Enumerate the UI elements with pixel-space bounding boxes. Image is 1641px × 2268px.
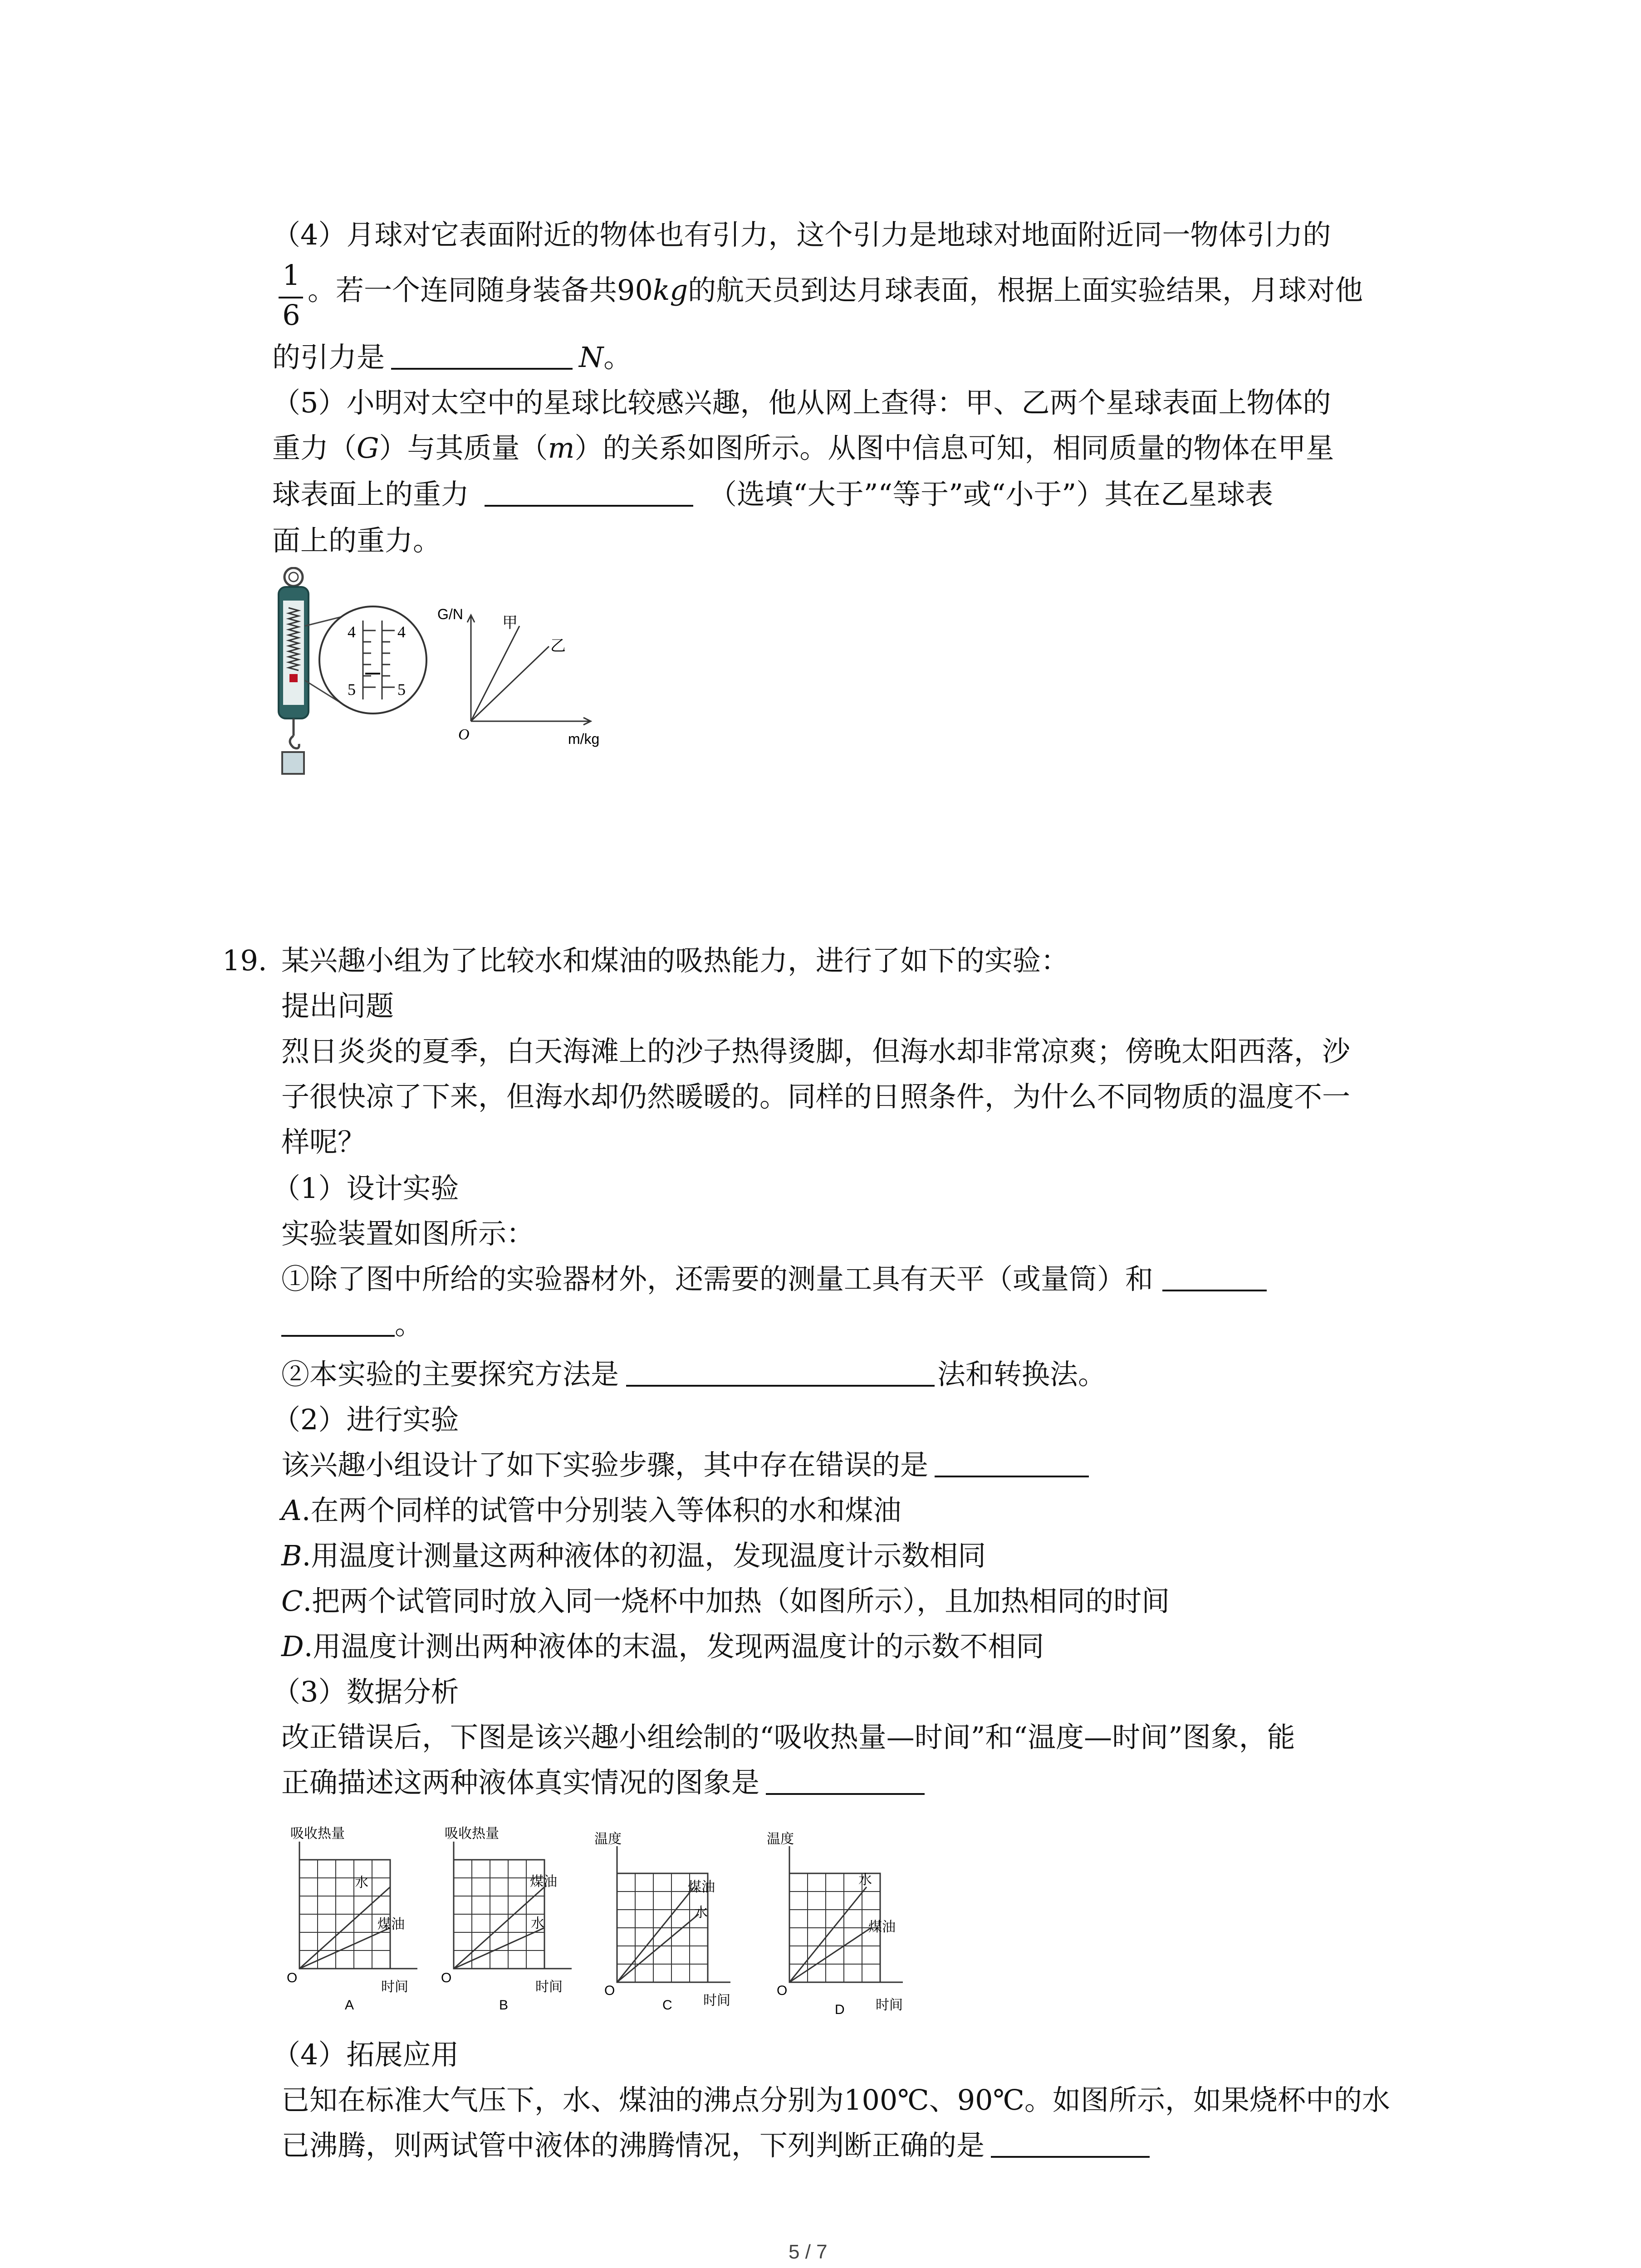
q19-s3-b-text: 正确描述这两种液体真实情况的图象是: [281, 1766, 760, 1799]
q18-p4-text-c: 的引力是: [272, 341, 385, 374]
unit-N: N: [579, 341, 604, 374]
q18-p4-line3: [272, 339, 632, 376]
q19-s4-b: [281, 2127, 1150, 2164]
option-d-letter: D: [281, 1630, 304, 1663]
graph-a-lower: 煤油: [377, 1916, 405, 1932]
label-yi: 乙: [550, 637, 566, 655]
line-yi: [471, 646, 549, 721]
graph-a[interactable]: [287, 1826, 417, 2013]
heat-time-graphs: [281, 1823, 971, 2032]
label-jia: 甲: [502, 614, 518, 632]
q19-section2: （2）进行实验: [272, 1403, 459, 1436]
origin-label: O: [458, 726, 470, 743]
q19-section3: （3）数据分析: [272, 1675, 459, 1708]
scale-mark-5-right: 5: [397, 680, 406, 699]
scale-mark-5-left: 5: [348, 680, 356, 699]
q19-heading-question: 提出问题: [281, 989, 394, 1022]
option-b-letter: B: [281, 1539, 302, 1572]
x-axis-label: m/kg: [568, 731, 600, 747]
q19-s1-a: 实验装置如图所示：: [281, 1217, 535, 1250]
q19-s1-c: [281, 1356, 1106, 1393]
option-b-text: .用温度计测量这两种液体的初温，发现温度计示数相同: [302, 1539, 986, 1572]
q19-s1-c-text: ②本实验的主要探究方法是: [281, 1358, 619, 1391]
spring-scale-figure: [263, 567, 608, 794]
graph-d[interactable]: [767, 1831, 903, 2017]
q19-s1-c-text-b: 法和转换法。: [937, 1358, 1107, 1391]
graph-b-xlabel: 时间: [535, 1979, 563, 1995]
answer-blank-wrong-step[interactable]: [935, 1448, 1089, 1477]
q19-s1-b-text: ①除了图中所给的实验器材外，还需要的测量工具有天平（或量筒）和: [281, 1262, 1154, 1295]
graph-c[interactable]: [594, 1831, 730, 2013]
answer-blank-graph[interactable]: [766, 1766, 925, 1795]
answer-blank-boiling[interactable]: [991, 2129, 1150, 2158]
graph-b[interactable]: [441, 1826, 572, 2013]
q19-s4-b-text: 已沸腾，则两试管中液体的沸腾情况，下列判断正确的是: [281, 2129, 985, 2162]
line-jia: [471, 626, 519, 721]
q19-number: 19.: [222, 944, 267, 977]
option-a-letter: A: [281, 1494, 302, 1527]
q19-s1-b-end: 。: [395, 1308, 423, 1341]
graph-a-origin: O: [287, 1970, 298, 1985]
fraction-numerator: 1: [282, 259, 300, 292]
q18-p4-line1: （4）月球对它表面附近的物体也有引力，这个引力是地球对地面附近同一物体引力的: [272, 218, 1331, 251]
y-axis-label: G/N: [437, 606, 463, 622]
graph-a-xlabel: 时间: [381, 1979, 408, 1995]
graph-c-origin: O: [604, 1983, 615, 1998]
fraction-denominator: 6: [282, 298, 300, 332]
q18-p4-period: 。: [603, 341, 632, 374]
q18-p5-line3: [272, 476, 1273, 513]
q18-p5-text-b: ）与其质量（: [379, 431, 548, 464]
option-d-text: .用温度计测出两种液体的末温，发现两温度计的示数不相同: [304, 1630, 1044, 1663]
page-number: 5 / 7: [789, 2241, 828, 2263]
q19-s2-a-text: 该兴趣小组设计了如下实验步骤，其中存在错误的是: [281, 1448, 929, 1481]
graph-b-lower: 水: [531, 1916, 544, 1931]
q18-p5-line1: （5）小明对太空中的星球比较感兴趣，他从网上查得：甲、乙两个星球表面上物体的: [272, 386, 1331, 419]
graph-d-lower: 煤油: [868, 1919, 896, 1935]
q19-text-1: 烈日炎炎的夏季，白天海滩上的沙子热得烫脚，但海水却非常凉爽；傍晚太阳西落，沙: [281, 1035, 1351, 1068]
q19-text-2: 子很快凉了下来，但海水却仍然暖暖的。同样的日照条件，为什么不同物质的温度不一: [281, 1080, 1351, 1113]
q18-p4-line2: [308, 272, 1363, 308]
graph-b-origin: O: [441, 1970, 452, 1985]
q18-p5-text-d: 球表面上的重力: [272, 478, 470, 511]
graph-d-letter: D: [835, 2002, 845, 2017]
q18-p5-text-c: ）的关系如图所示。从图中信息可知，相同质量的物体在甲星: [574, 431, 1334, 464]
q19-option-b: [281, 1538, 986, 1574]
q19-s3-a: 改正错误后，下图是该兴趣小组绘制的“吸收热量—时间”和“温度—时间”图象，能: [281, 1721, 1295, 1754]
option-a-text: .在两个同样的试管中分别装入等体积的水和煤油: [301, 1494, 901, 1527]
graph-b-letter: B: [499, 1998, 509, 2013]
graph-b-ylabel: 吸收热量: [445, 1826, 499, 1842]
graph-c-lower: 水: [694, 1905, 708, 1921]
q19-section4: （4）拓展应用: [272, 2038, 459, 2071]
q19-option-d: [281, 1628, 1044, 1665]
graph-d-upper: 水: [858, 1872, 872, 1888]
option-c-text: .把两个试管同时放入同一烧杯中加热（如图所示），且加热相同的时间: [303, 1584, 1170, 1618]
unit-kg: kg: [652, 274, 688, 307]
q18-p4-text-b: 的航天员到达月球表面，根据上面实验结果，月球对他: [688, 274, 1363, 307]
answer-blank-tool-cont[interactable]: [281, 1308, 395, 1337]
q19-section1: （1）设计实验: [272, 1172, 459, 1205]
q18-p5-text-a: 重力（: [272, 431, 357, 464]
q19-s4-a: 已知在标准大气压下，水、煤油的沸点分别为100℃、90℃。如图所示，如果烧杯中的水: [281, 2083, 1390, 2116]
graph-a-ylabel: 吸收热量: [290, 1826, 345, 1842]
q18-p5-text-e: （选填“大于”“等于”或“小于”）其在乙星球表: [709, 478, 1274, 511]
option-c-letter: C: [281, 1584, 303, 1618]
q19-s1-b-cont: [281, 1306, 423, 1343]
scale-zoom-circle: [319, 606, 426, 714]
symbol-G: G: [357, 431, 379, 464]
q18-p5-line4: 面上的重力。: [272, 524, 441, 557]
gravity-mass-graph: [437, 606, 599, 747]
q19-option-a: [281, 1492, 901, 1529]
q19-text-3: 样呢？: [281, 1125, 366, 1158]
graph-d-ylabel: 温度: [767, 1831, 794, 1847]
symbol-m: m: [548, 431, 575, 464]
answer-blank-moon-force[interactable]: [391, 341, 573, 370]
graph-c-ylabel: 温度: [594, 1831, 622, 1847]
graph-d-xlabel: 时间: [876, 1997, 903, 2013]
q18-p5-line2: [272, 430, 1334, 466]
graph-d-origin: O: [777, 1983, 788, 1998]
q18-p4-text: 。若一个连同随身装备共90: [308, 274, 653, 307]
scale-mark-4-left: 4: [348, 623, 356, 641]
graph-b-upper: 煤油: [530, 1874, 557, 1890]
q19-s1-b: [281, 1261, 1267, 1297]
graph-c-letter: C: [662, 1998, 672, 2013]
graph-c-upper: 煤油: [688, 1879, 715, 1895]
q19-option-c: [281, 1583, 1170, 1619]
answer-blank-gravity-compare[interactable]: [485, 478, 693, 507]
q19-intro: 某兴趣小组为了比较水和煤油的吸热能力，进行了如下的实验：: [281, 944, 1069, 977]
q19-s3-b: [281, 1765, 925, 1801]
graph-c-xlabel: 时间: [703, 1993, 730, 2009]
graph-a-upper: 水: [355, 1875, 368, 1891]
answer-blank-method[interactable]: [626, 1358, 935, 1387]
answer-blank-tool[interactable]: [1162, 1262, 1267, 1291]
q19-s2-a: [281, 1447, 1089, 1483]
graph-a-letter: A: [345, 1998, 354, 2013]
scale-mark-4-right: 4: [397, 623, 406, 641]
